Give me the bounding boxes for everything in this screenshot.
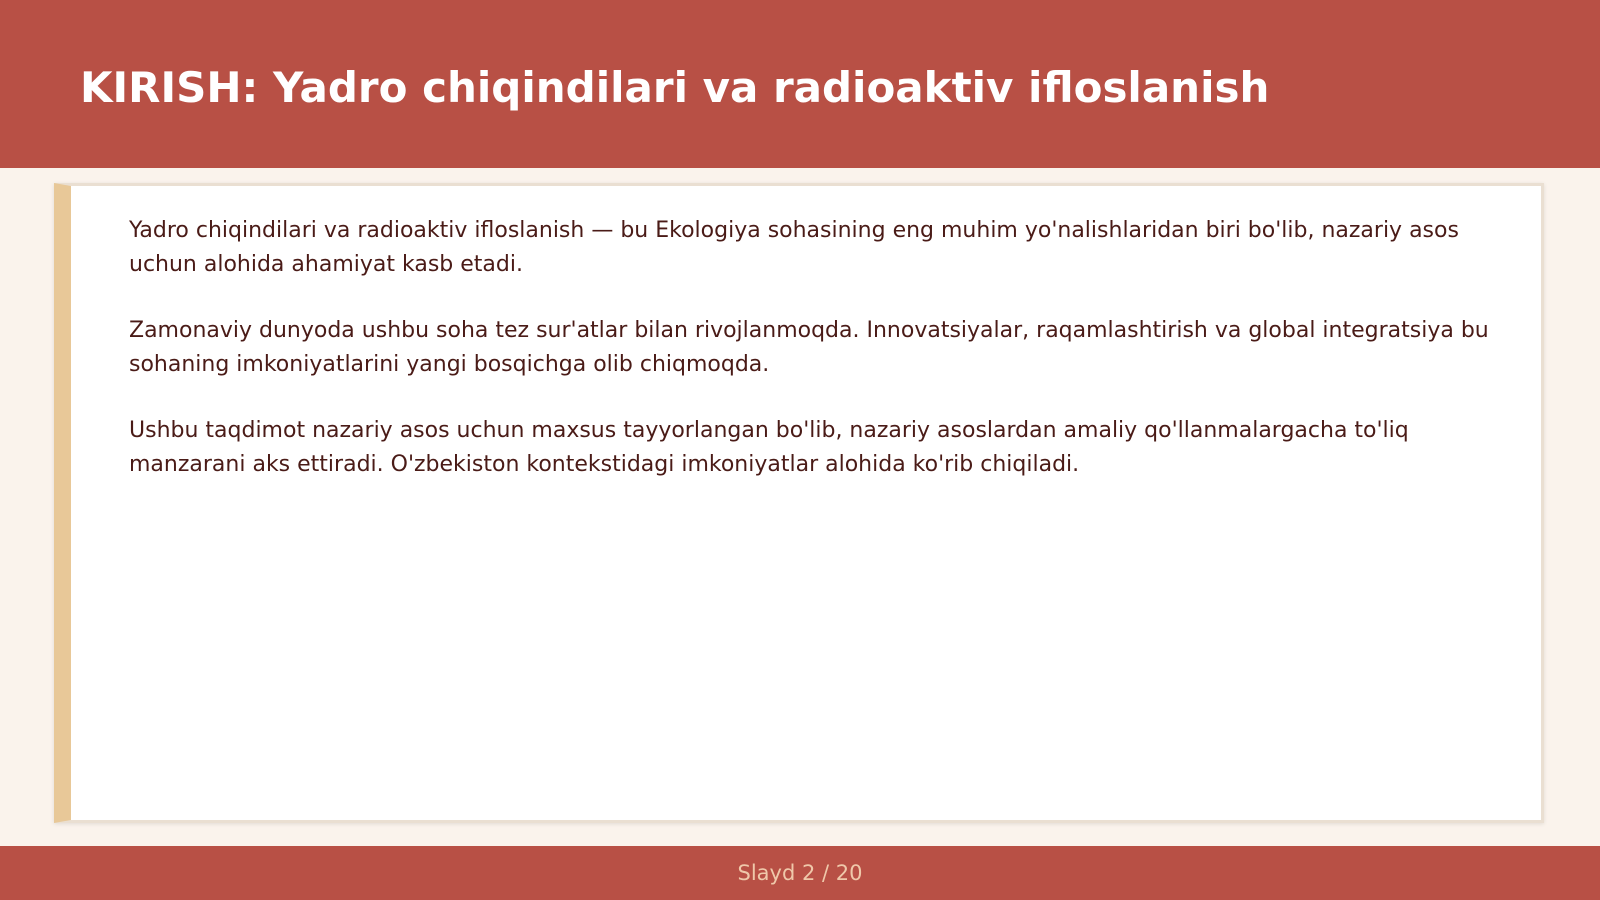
slide-number: Slayd 2 / 20 bbox=[737, 861, 863, 885]
slide-header bbox=[0, 0, 1600, 168]
development-paragraph: Zamonaviy dunyoda ushbu soha tez sur'atlar bilan rivojlanmoqda. Innovatsiyalar, raqamlashtirish va global integratsiya bu sohaning imkoniyatlarini yangi bosqichga olib chiqmoqda. bbox=[129, 318, 1489, 377]
presentation-overview-paragraph: Ushbu taqdimot nazariy asos uchun maxsus tayyorlangan bo'lib, nazariy asoslardan amaliy qo'llanmalargacha to'liq manzarani aks ettiradi. O'zbekiston kontekstidagi imkoniyatlar alohida ko'rib chiqiladi. bbox=[129, 418, 1409, 477]
slide-title: KIRISH: Yadro chiqindilari va radioaktiv ifloslanish bbox=[80, 63, 1270, 112]
content-card bbox=[54, 183, 1544, 823]
slide-footer bbox=[0, 846, 1600, 900]
intro-paragraph: Yadro chiqindilari va radioaktiv ifloslanish — bu Ekologiya sohasining eng muhim yo'nalishlaridan biri bo'lib, nazariy asos uchun alohida ahamiyat kasb etadi. bbox=[129, 218, 1459, 277]
